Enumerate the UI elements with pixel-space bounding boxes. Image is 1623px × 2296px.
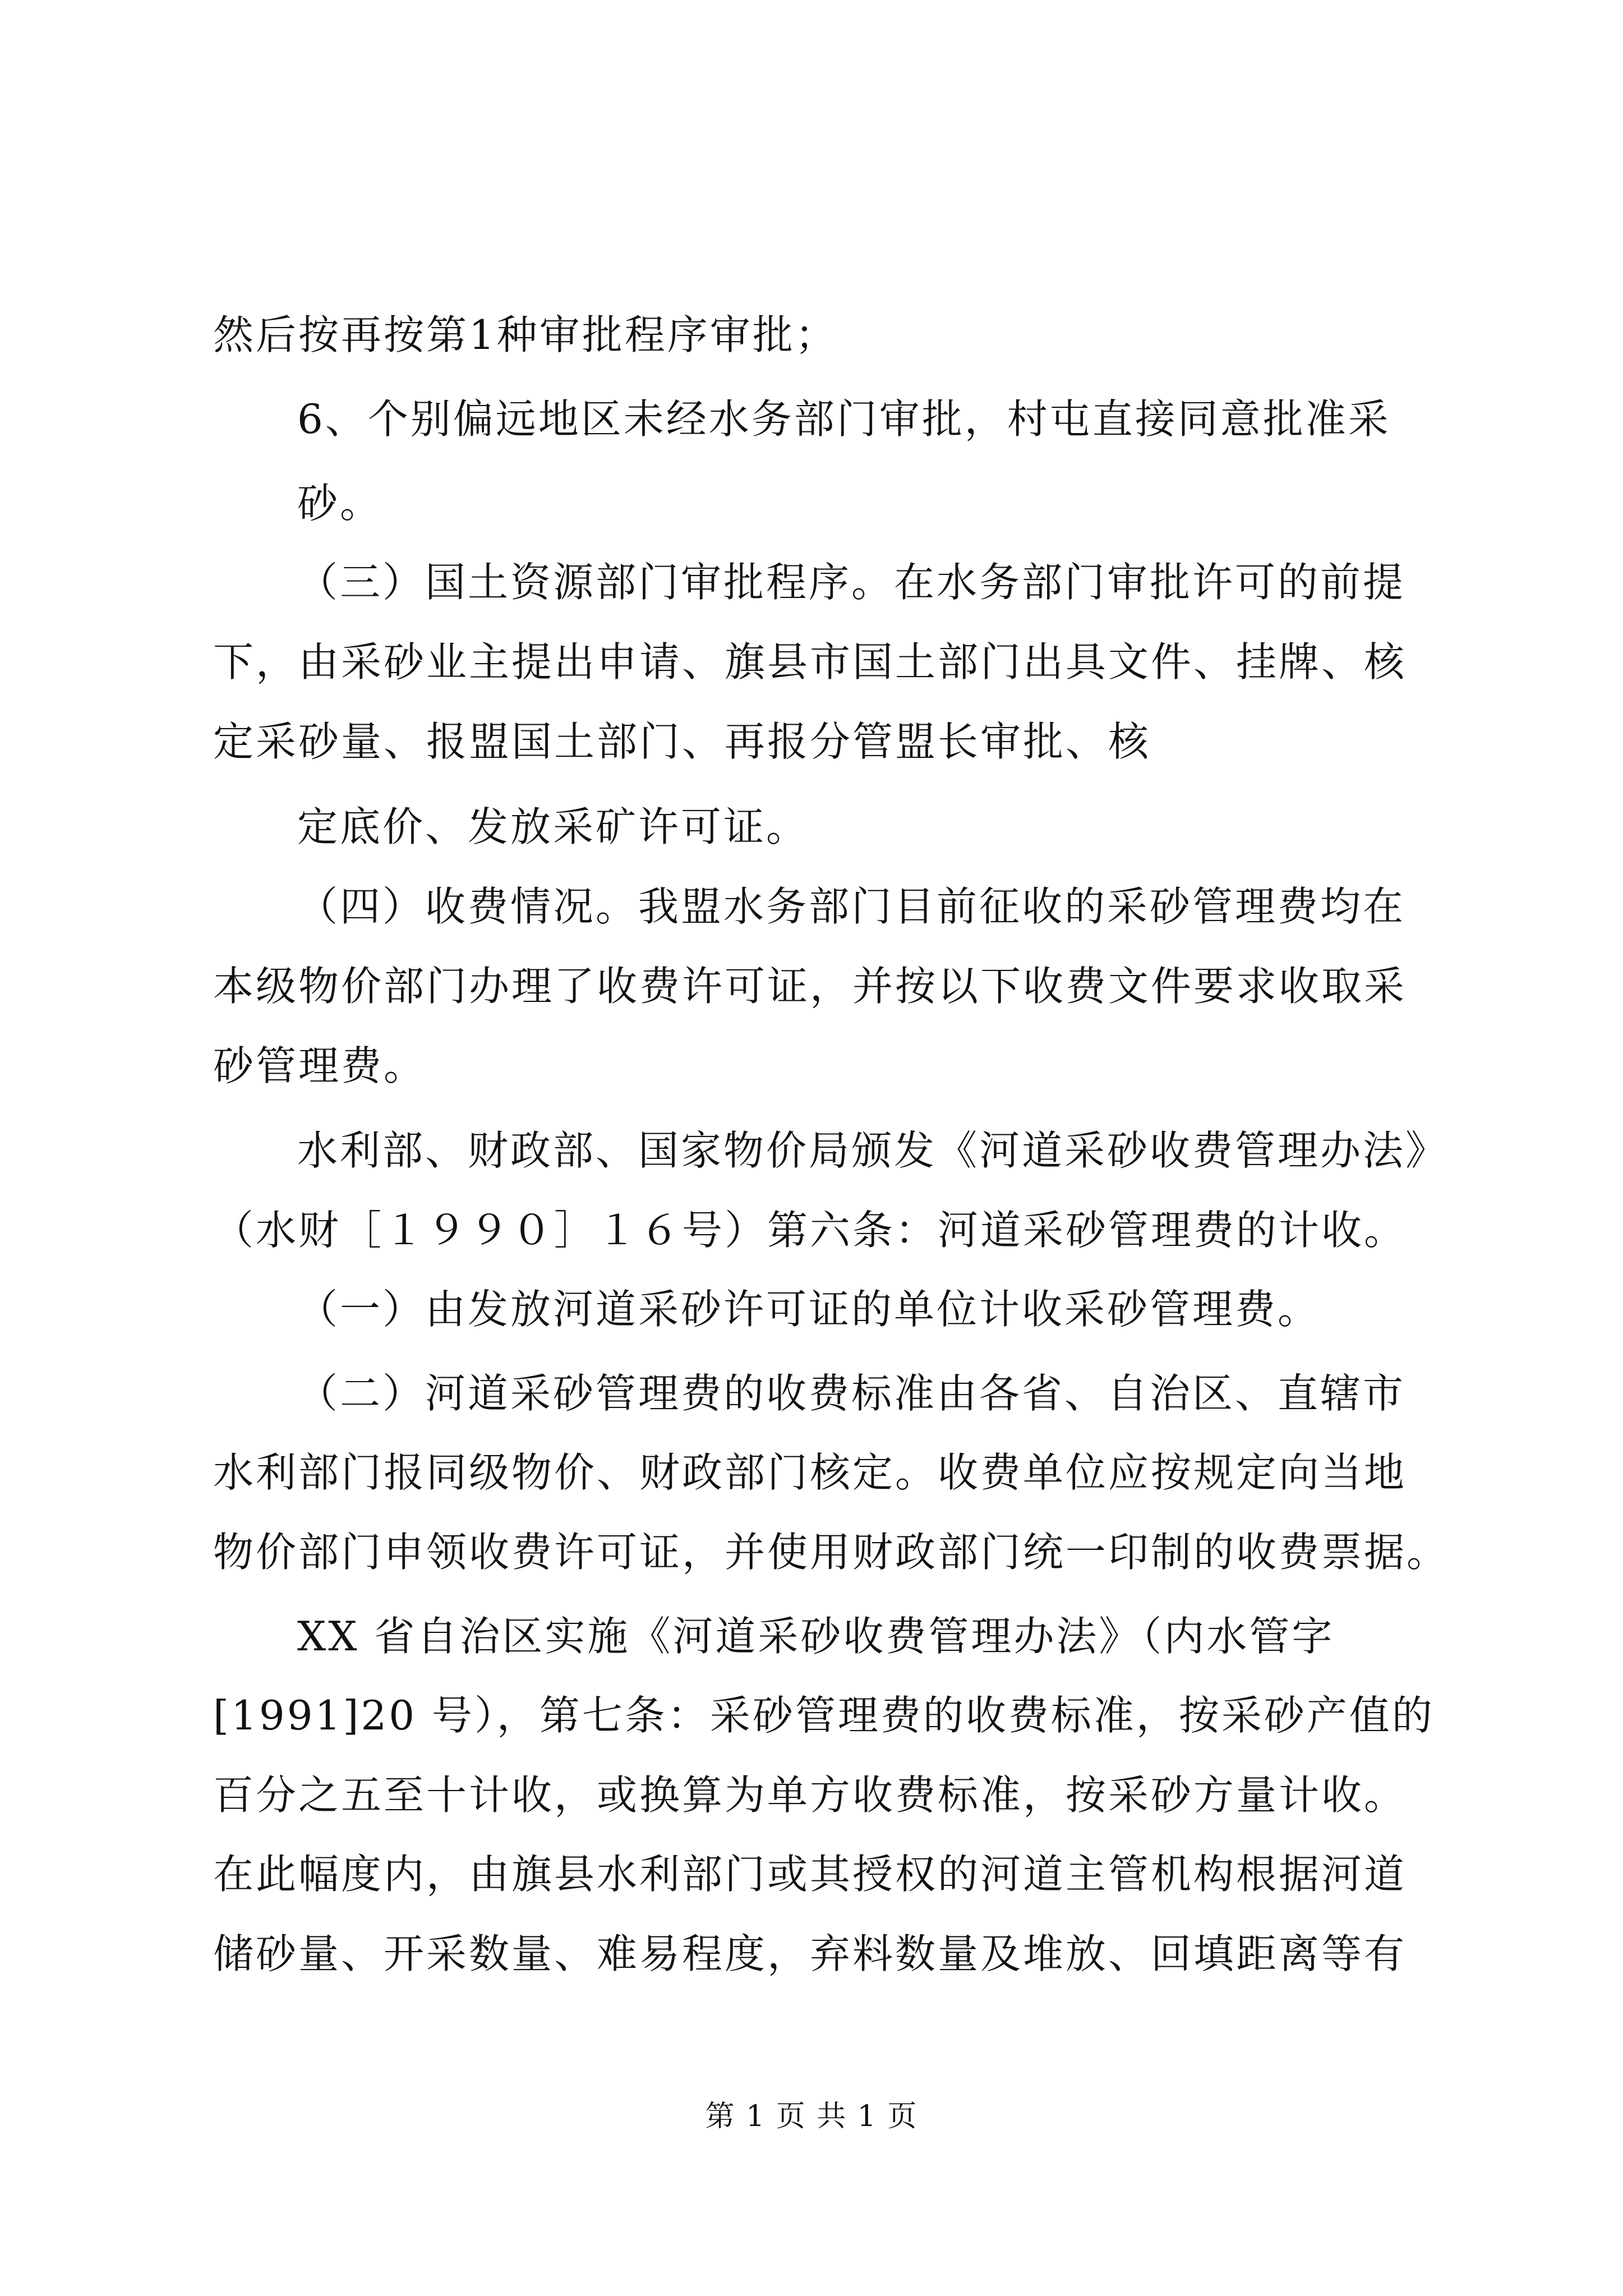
text-line: 百分之五至十计收，或换算为单方收费标准，按采砂方量计收。 [213, 1772, 1407, 1819]
text-line: 然后按再按第1种审批程序审批； [213, 311, 838, 358]
text-line: （二）河道采砂管理费的收费标准由各省、自治区、直辖市 [297, 1370, 1406, 1417]
text-line: （三）国土资源部门审批程序。在水务部门审批许可的前提 [297, 559, 1406, 606]
text-line: 定采砂量、报盟国土部门、再报分管盟长审批、核 [213, 718, 1151, 765]
text-line: （一）由发放河道采砂许可证的单位计收采砂管理费。 [297, 1286, 1321, 1333]
text-line: 6、个别偏远地区未经水务部门审批，村屯直接同意批准采 [297, 395, 1391, 443]
page-number-footer: 第 1 页 共 1 页 [705, 2100, 918, 2133]
text-line: （四）收费情况。我盟水务部门目前征收的采砂管理费均在 [297, 883, 1406, 930]
text-line: （水财［１９９０］１６号）第六条：河道采砂管理费的计收。 [213, 1207, 1407, 1254]
text-line: 砂管理费。 [213, 1042, 427, 1089]
text-line: 砂。 [297, 480, 383, 527]
text-line: 在此幅度内，由旗县水利部门或其授权的河道主管机构根据河道 [213, 1851, 1407, 1898]
text-line: 定底价、发放采矿许可证。 [297, 803, 809, 850]
text-line: 储砂量、开采数量、难易程度，弃料数量及堆放、回填距离等有 [213, 1930, 1407, 1977]
text-line: 本级物价部门办理了收费许可证，并按以下收费文件要求收取采 [213, 963, 1407, 1010]
text-line: [1991]20 号），第七条：采砂管理费的收费标准，按采砂产值的 [213, 1692, 1435, 1739]
text-line: 物价部门申领收费许可证，并使用财政部门统一印制的收费票据。 [213, 1529, 1450, 1576]
text-line: 水利部、财政部、国家物价局颁发《河道采砂收费管理办法》 [297, 1127, 1449, 1174]
text-line: XX 省自治区实施《河道采砂收费管理办法》（内水管字 [297, 1613, 1335, 1660]
text-line: 水利部门报同级物价、财政部门核定。收费单位应按规定向当地 [213, 1449, 1407, 1496]
text-line: 下，由采砂业主提出申请、旗县市国土部门出具文件、挂牌、核 [213, 638, 1407, 685]
